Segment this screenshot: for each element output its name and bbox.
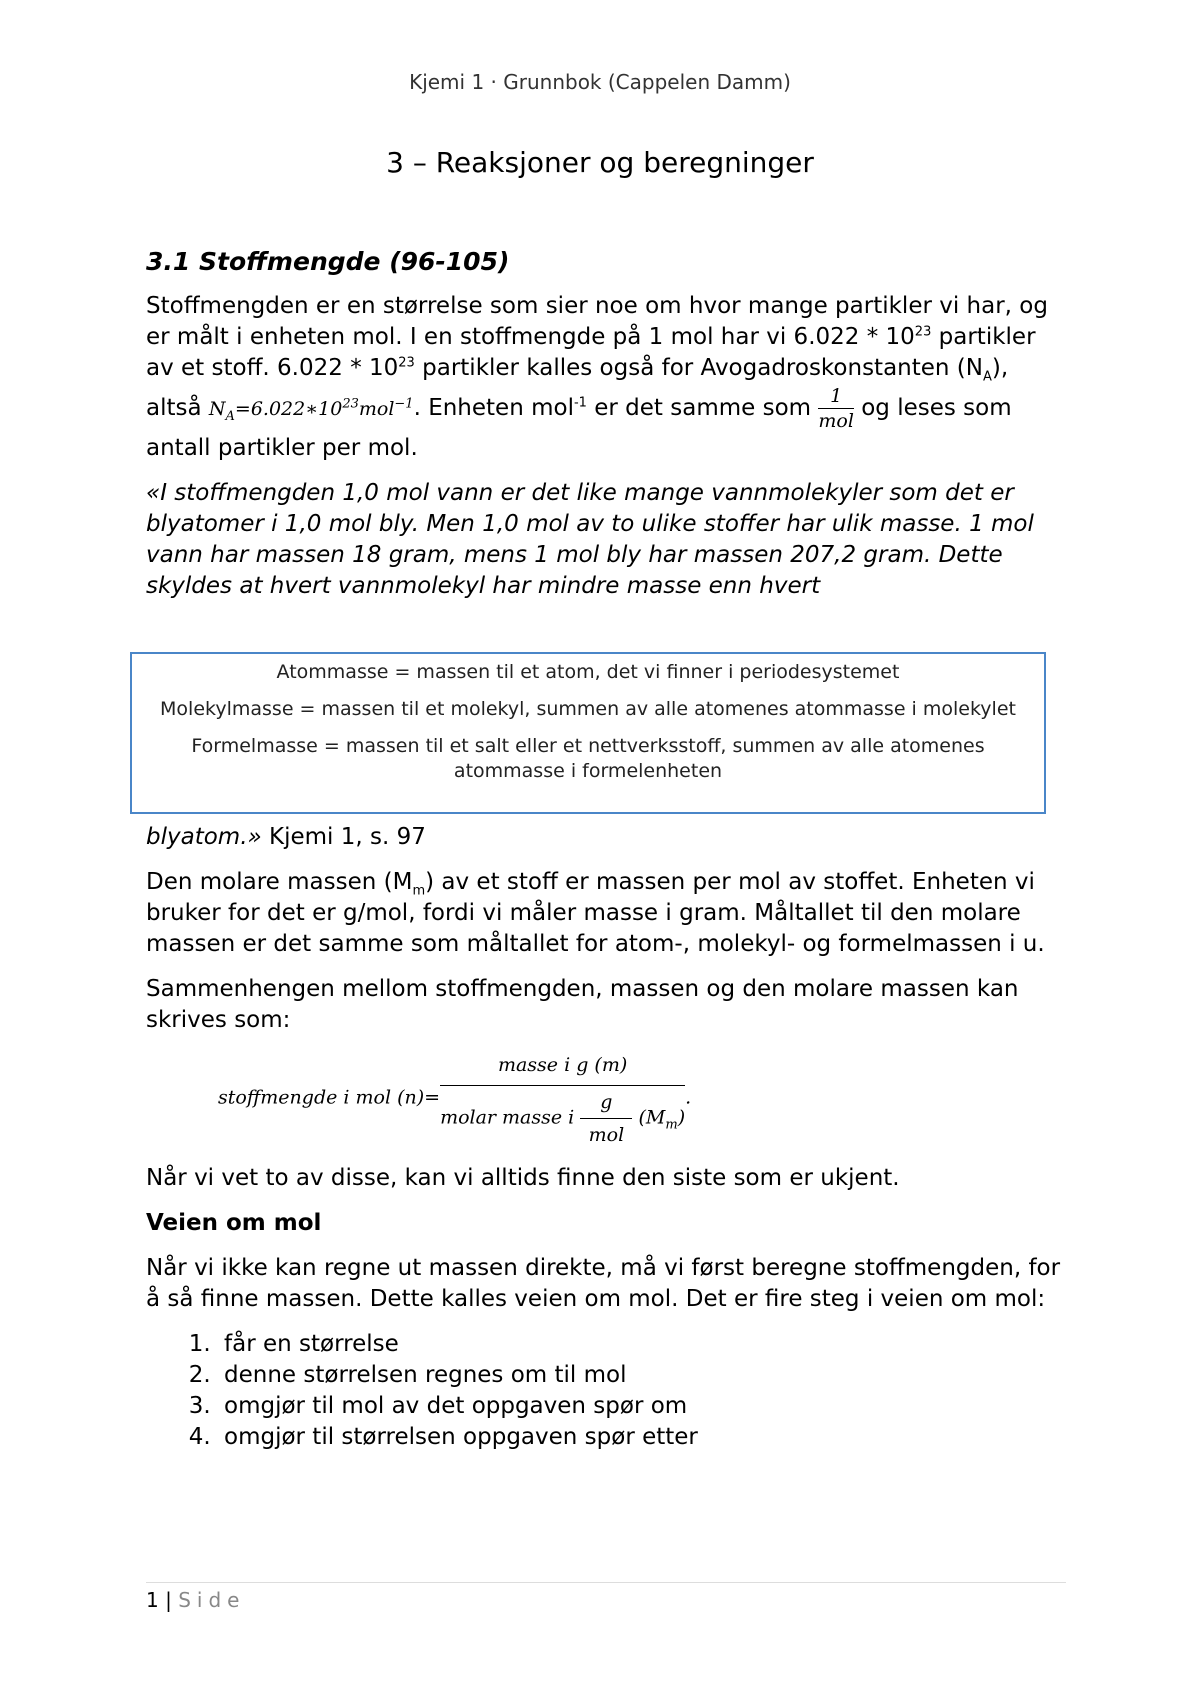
superscript: 23 <box>398 355 415 371</box>
quote-citation: Kjemi 1, s. 97 <box>261 824 426 850</box>
formula-den-text: molar masse i <box>440 1106 581 1129</box>
footer-divider <box>146 1582 1066 1583</box>
molar-mass-paragraph <box>146 867 1066 960</box>
chapter-title: 3 – Reaksjoner og beregninger <box>386 146 814 179</box>
list-item: 4. omgjør til størrelsen oppgaven spør etter <box>218 1422 1066 1453</box>
definition-formelmasse: Formelmasse = massen til et salt eller et nettverksstoff, summen av alle atomenes atommasse i formelenheten <box>191 735 985 782</box>
list-item: 3. omgjør til mol av det oppgaven spør om <box>218 1391 1066 1422</box>
page-number: 1 <box>146 1588 159 1612</box>
text-run: og leses som antall partikler per mol. <box>146 395 1012 461</box>
text-run: ), altså <box>146 355 1009 421</box>
after-formula-paragraph: Når vi vet to av disse, kan vi alltids finne den siste som er ukjent. <box>146 1165 900 1191</box>
relation-paragraph: Sammenhengen mellom stoffmengden, massen og den molare massen kan skrives som: <box>146 976 1019 1033</box>
formula-numerator: masse i g (m) <box>440 1050 685 1086</box>
list-item: 1. får en størrelse <box>218 1329 1066 1360</box>
page-footer <box>146 1588 245 1612</box>
formula-lhs: stoffmengde i mol (n)= <box>218 1086 441 1109</box>
subheading-veien-om-mol: Veien om mol <box>146 1210 322 1236</box>
subscript: A <box>982 369 992 385</box>
definition-molekylmasse: Molekylmasse = massen til et molekyl, summen av alle atomenes atommasse i molekylet <box>160 698 1016 720</box>
running-header: Kjemi 1 · Grunnbok (Cappelen Damm) <box>409 70 791 94</box>
quote-end <box>146 822 1066 853</box>
footer-label: Side <box>178 1588 246 1612</box>
definition-atommasse: Atommasse = massen til et atom, det vi finner i periodesystemet <box>276 661 900 683</box>
steps-list <box>146 1329 1066 1453</box>
formula-period: . <box>685 1086 692 1109</box>
text-run: partikler kalles også for Avogadroskonstanten (N <box>414 355 983 381</box>
superscript: 23 <box>914 324 932 340</box>
fraction-numerator: g <box>580 1090 632 1119</box>
text-run: er det samme som <box>586 395 819 421</box>
lower-content <box>146 822 1066 1453</box>
stoffmengde-paragraph <box>146 291 1066 464</box>
text-run: Stoffmengden er en størrelse som sier noe om hvor mange partikler vi har, og er målt i enheten mol. I en stoffmengde på 1 mol har vi 6.022 * 10 <box>146 293 1048 350</box>
fraction-denominator: mol <box>818 410 854 432</box>
formula-den-text: (M <box>632 1106 666 1129</box>
book-quote: «I stoffmengden 1,0 mol vann er det like mange vannmolekyler som det er blyatomer i 1,0 mol bly. Men 1,0 mol av to ulike stoffer har ulik masse. 1 mol vann har massen 18 gram, mens 1 mol bly har massen 207,2 gram. Dette skyldes at hvert vannmolekyl har mindre masse enn hvert <box>146 480 1034 599</box>
math-symbol: N <box>208 398 226 420</box>
text-run: Den molare massen (M <box>146 869 413 895</box>
text-run: . Enheten mol <box>413 395 574 421</box>
math-text: =6.022∗10 <box>234 398 343 420</box>
quote-end-italic: blyatom.» <box>146 824 262 850</box>
formula-subscript: m <box>665 1117 678 1133</box>
text-run: ) av et stoff er massen per mol av stoffet. Enheten vi bruker for det er g/mol, fordi vi måler masse i gram. Måltallet til den molare massen er det samme som måltallet for atom-, molekyl- og formelmassen i u. <box>146 869 1045 957</box>
fraction-one-per-mol <box>818 384 854 433</box>
math-subscript: A <box>225 408 235 424</box>
text-run: partikler av et stoff. 6.022 * 10 <box>146 324 1036 381</box>
definitions-textbox <box>130 652 1046 814</box>
g-per-mol-fraction <box>580 1090 632 1147</box>
fraction-denominator: mol <box>588 1124 625 1146</box>
section-heading: 3.1 Stoffmengde (96-105) <box>146 247 510 276</box>
formula-den-text: ) <box>677 1106 686 1129</box>
math-unit: mol <box>358 398 395 420</box>
math-superscript: 23 <box>342 396 359 412</box>
formula-fraction <box>440 1050 685 1147</box>
subscript: m <box>412 883 426 899</box>
superscript: -1 <box>573 395 587 411</box>
avogadro-equation <box>208 396 414 424</box>
footer-separator: | <box>158 1588 179 1612</box>
section-content <box>146 246 1066 616</box>
list-item: 2. denne størrelsen regnes om til mol <box>218 1360 1066 1391</box>
fraction-numerator: 1 <box>818 384 854 409</box>
veien-paragraph: Når vi ikke kan regne ut massen direkte, må vi først beregne stoffmengden, for å så finne massen. Dette kalles veien om mol. Det er fire steg i veien om mol: <box>146 1255 1061 1312</box>
math-superscript: −1 <box>394 396 414 412</box>
stoffmengde-formula <box>218 1050 1066 1147</box>
formula-denominator <box>440 1086 685 1147</box>
